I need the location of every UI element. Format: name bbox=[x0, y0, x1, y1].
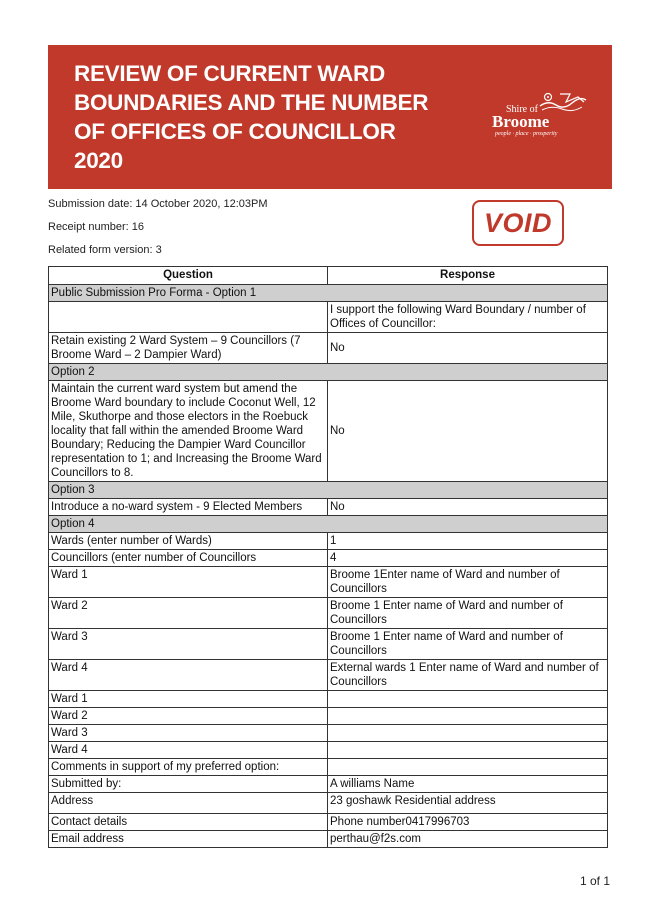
question-cell: Councillors (enter number of Councillors bbox=[49, 550, 328, 567]
question-cell: Wards (enter number of Wards) bbox=[49, 533, 328, 550]
response-cell bbox=[328, 725, 608, 742]
header-banner bbox=[48, 45, 612, 189]
section-row-option-1 bbox=[49, 285, 608, 302]
title-line-2: BOUNDARIES AND THE NUMBER bbox=[74, 90, 429, 115]
title-line-3: OF OFFICES OF COUNCILLOR bbox=[74, 119, 396, 144]
response-cell bbox=[328, 691, 608, 708]
page-number: 1 of 1 bbox=[580, 874, 611, 888]
question-cell: Ward 2 bbox=[49, 598, 328, 629]
logo-tagline: people · place · prosperity bbox=[495, 131, 558, 137]
section-row-option-2 bbox=[49, 364, 608, 381]
question-cell: Address bbox=[49, 793, 328, 814]
table-row bbox=[49, 759, 608, 776]
table-row bbox=[49, 533, 608, 550]
question-cell: Introduce a no-ward system - 9 Elected Members bbox=[49, 499, 328, 516]
column-header-response: Response bbox=[328, 267, 608, 285]
response-cell: No bbox=[328, 381, 608, 482]
response-cell: Broome 1 Enter name of Ward and number of Councillors bbox=[328, 598, 608, 629]
section-label: Option 3 bbox=[49, 482, 608, 499]
question-cell: Comments in support of my preferred option: bbox=[49, 759, 328, 776]
question-cell: Submitted by: bbox=[49, 776, 328, 793]
section-label: Option 4 bbox=[49, 516, 608, 533]
table-row bbox=[49, 333, 608, 364]
question-cell: Ward 4 bbox=[49, 742, 328, 759]
table-row bbox=[49, 776, 608, 793]
logo-shire-text: Shire of bbox=[506, 104, 538, 115]
table-header-row bbox=[49, 267, 608, 285]
question-cell: Maintain the current ward system but amend the Broome Ward boundary to include Coconut Well, 12 Mile, Skuthorpe and those electors in the Roebuck locality that fall within the amended Broome Ward Boundary; Reducing the Dampier Ward Councillor representation to 1; and Increasing the Broome Ward Councillors to 8. bbox=[49, 381, 328, 482]
form-version: Related form version: 3 bbox=[48, 244, 162, 256]
question-cell: Contact details bbox=[49, 814, 328, 831]
question-cell: Ward 1 bbox=[49, 691, 328, 708]
receipt-number: Receipt number: 16 bbox=[48, 221, 144, 233]
response-cell: perthau@f2s.com bbox=[328, 831, 608, 848]
table-row bbox=[49, 660, 608, 691]
document-title bbox=[74, 59, 474, 175]
shire-of-broome-logo bbox=[492, 90, 592, 140]
response-cell: 4 bbox=[328, 550, 608, 567]
section-row-option-3 bbox=[49, 482, 608, 499]
title-line-1: REVIEW OF CURRENT WARD bbox=[74, 61, 385, 86]
question-cell: Retain existing 2 Ward System – 9 Councillors (7 Broome Ward – 2 Dampier Ward) bbox=[49, 333, 328, 364]
section-label: Public Submission Pro Forma - Option 1 bbox=[49, 285, 608, 302]
table-row bbox=[49, 598, 608, 629]
question-cell: Ward 4 bbox=[49, 660, 328, 691]
response-cell: A williams Name bbox=[328, 776, 608, 793]
table-row bbox=[49, 725, 608, 742]
question-cell: Email address bbox=[49, 831, 328, 848]
question-cell: Ward 3 bbox=[49, 725, 328, 742]
table-row bbox=[49, 629, 608, 660]
table-row bbox=[49, 691, 608, 708]
response-cell: External wards 1 Enter name of Ward and number of Councillors bbox=[328, 660, 608, 691]
table-row bbox=[49, 814, 608, 831]
question-cell: Ward 1 bbox=[49, 567, 328, 598]
table-row bbox=[49, 708, 608, 725]
section-row-option-4 bbox=[49, 516, 608, 533]
response-cell bbox=[328, 742, 608, 759]
response-cell: Broome 1Enter name of Ward and number of Councillors bbox=[328, 567, 608, 598]
table-row bbox=[49, 567, 608, 598]
table-row bbox=[49, 793, 608, 814]
table-row bbox=[49, 381, 608, 482]
submission-table bbox=[48, 266, 608, 848]
response-cell: No bbox=[328, 499, 608, 516]
response-cell bbox=[328, 759, 608, 776]
response-cell bbox=[328, 708, 608, 725]
response-cell: I support the following Ward Boundary / number of Offices of Councillor: bbox=[328, 302, 608, 333]
response-cell: 23 goshawk Residential address bbox=[328, 793, 608, 814]
response-cell: Phone number0417996703 bbox=[328, 814, 608, 831]
logo-emblem-icon bbox=[538, 90, 588, 112]
question-cell: Ward 3 bbox=[49, 629, 328, 660]
table-row bbox=[49, 302, 608, 333]
question-cell: Ward 2 bbox=[49, 708, 328, 725]
table-row bbox=[49, 550, 608, 567]
table-row bbox=[49, 831, 608, 848]
section-label: Option 2 bbox=[49, 364, 608, 381]
response-cell: 1 bbox=[328, 533, 608, 550]
response-cell: No bbox=[328, 333, 608, 364]
response-cell: Broome 1 Enter name of Ward and number of Councillors bbox=[328, 629, 608, 660]
question-cell bbox=[49, 302, 328, 333]
column-header-question: Question bbox=[49, 267, 328, 285]
title-line-4: 2020 bbox=[74, 148, 123, 173]
void-stamp: VOID bbox=[472, 200, 564, 246]
logo-name-text: Broome bbox=[492, 112, 550, 131]
table-row bbox=[49, 742, 608, 759]
submission-date: Submission date: 14 October 2020, 12:03PM bbox=[48, 198, 268, 210]
table-row bbox=[49, 499, 608, 516]
